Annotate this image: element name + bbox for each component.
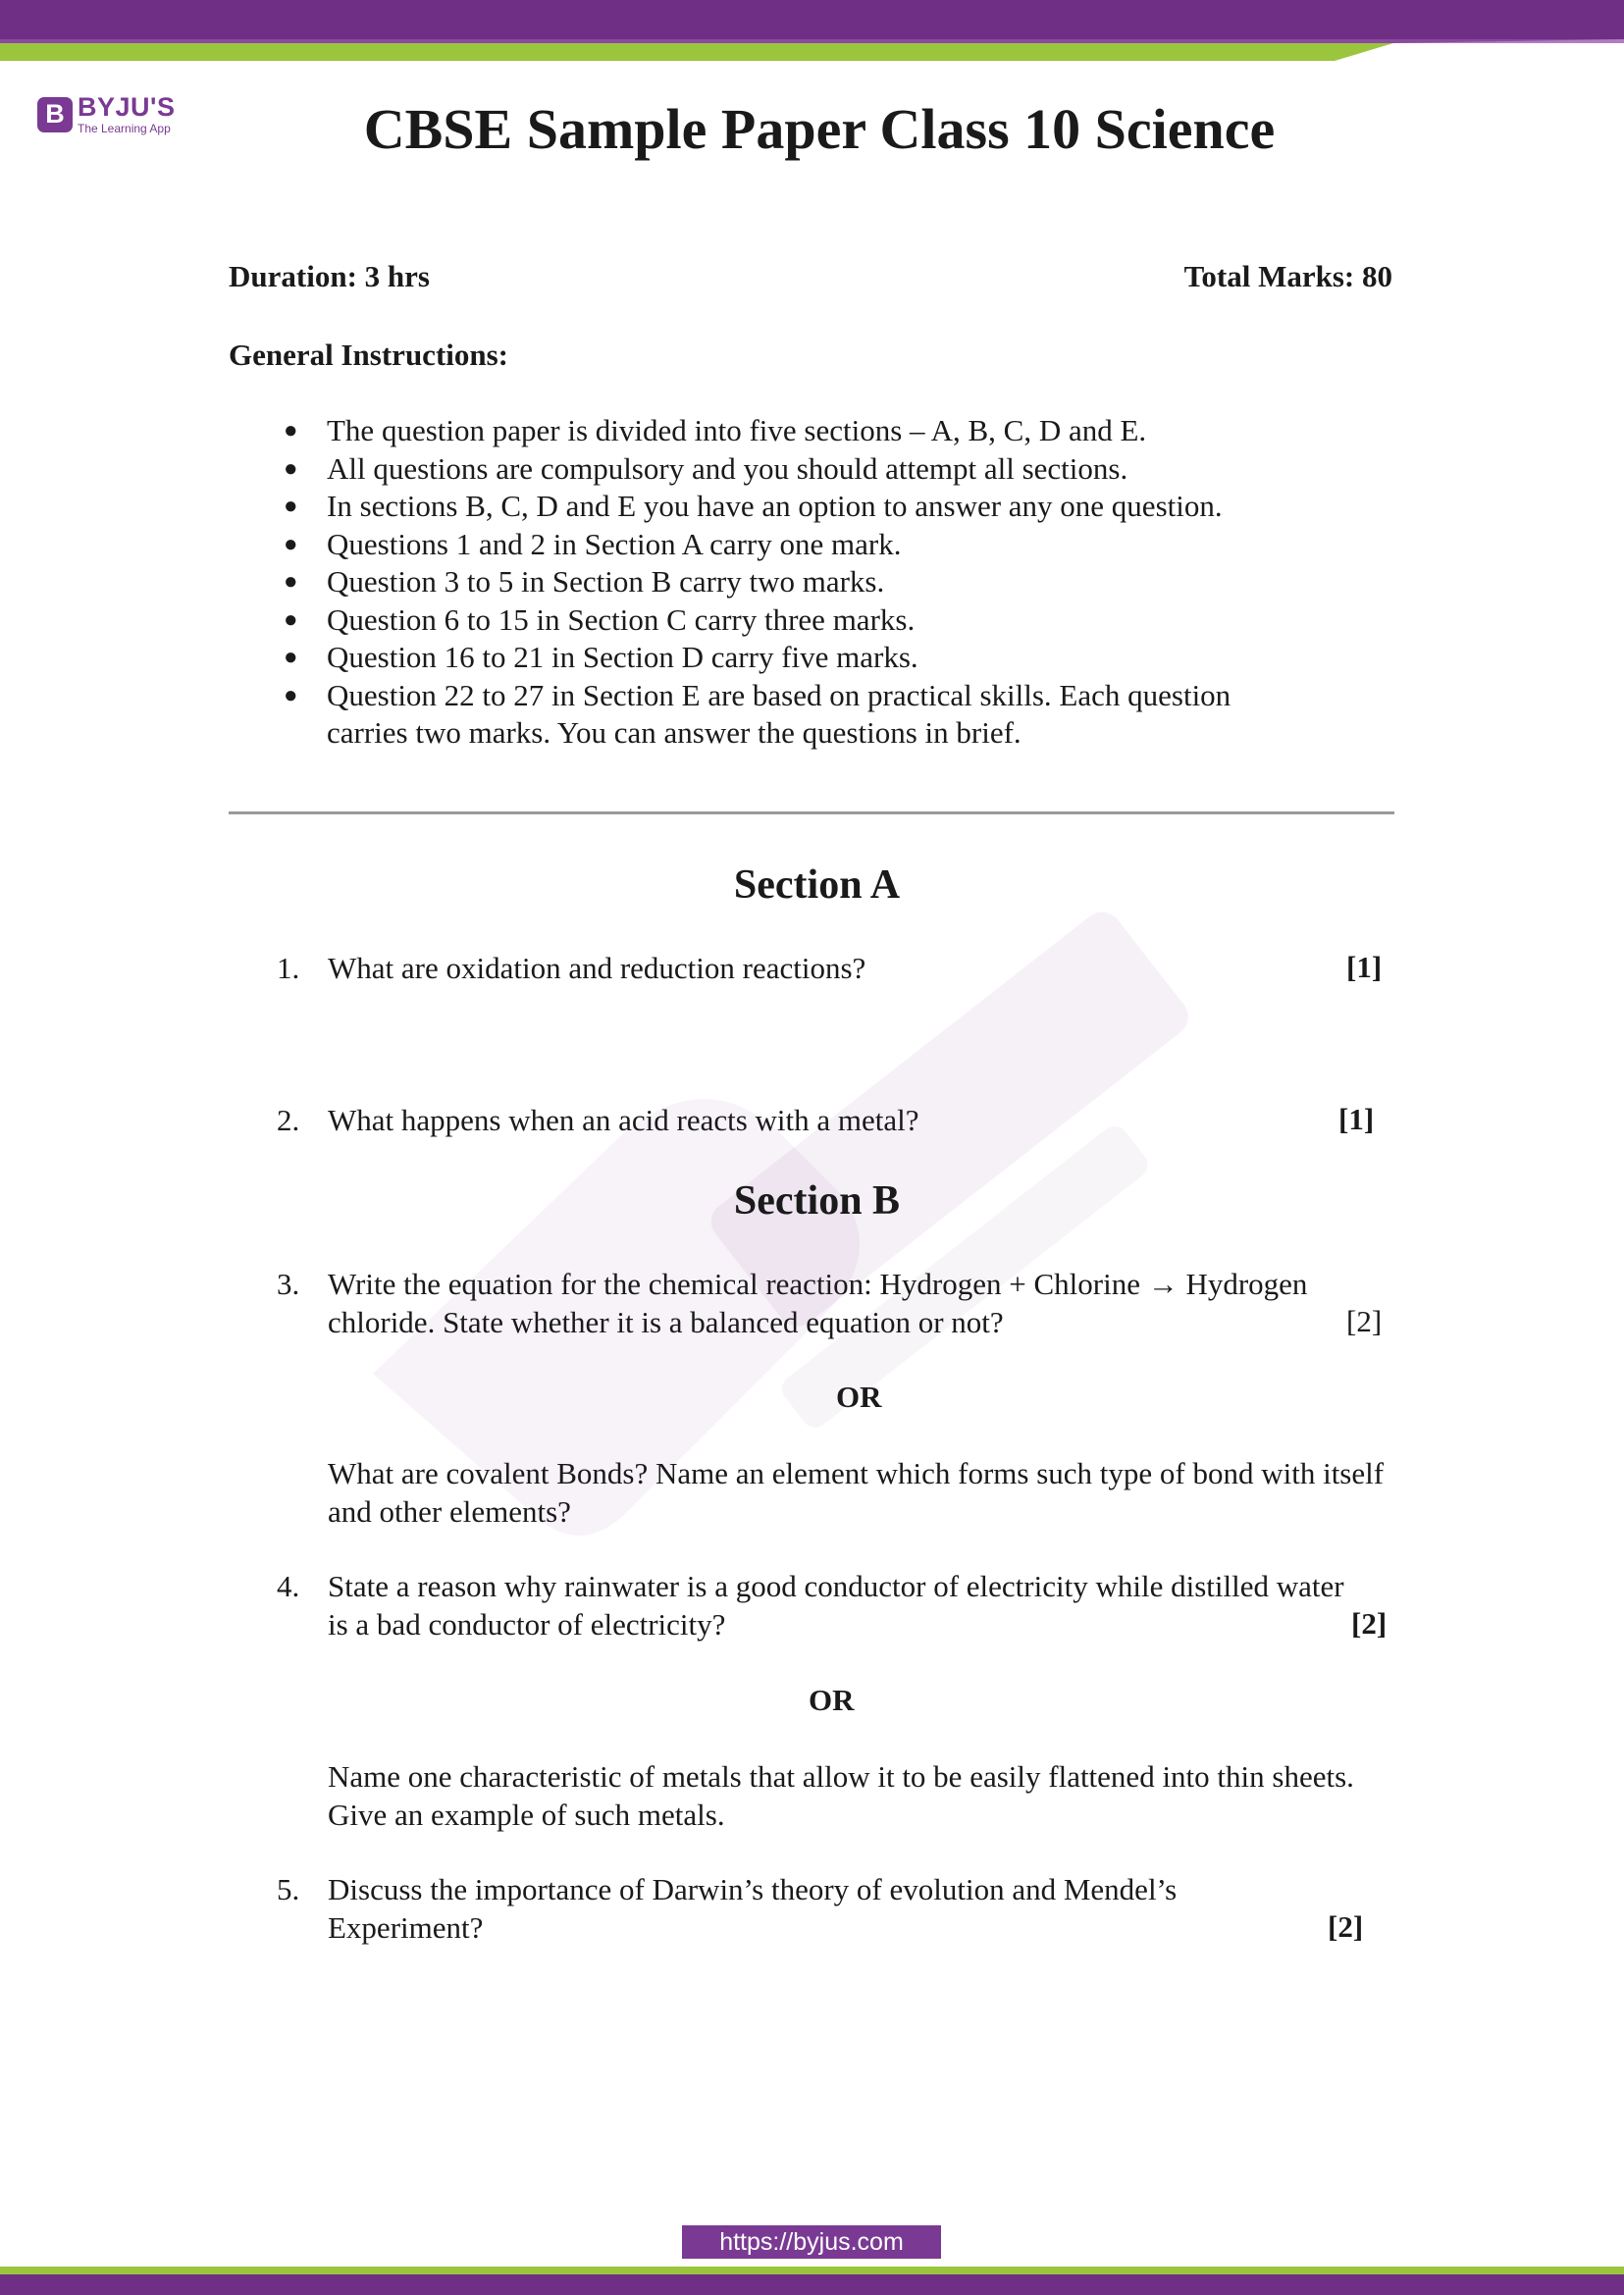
question-text: Discuss the importance of Darwin’s theory of evolution and Mendel’s Experiment? <box>328 1872 1178 1945</box>
question-2-marks: [1] <box>1338 1102 1375 1136</box>
list-item: ● Questions 1 and 2 in Section A carry one mark. <box>0 526 1374 564</box>
question-4-alternative: Name one characteristic of metals that allow it to be easily flattened into thin sheets. Give an example of such metals. <box>328 1759 1354 1832</box>
question-4-marks: [2] <box>1351 1606 1388 1641</box>
footer-url-link[interactable]: https://byjus.com <box>682 2225 941 2259</box>
bullet-icon: ● <box>284 494 298 519</box>
logo-name: BYJU'S <box>78 92 176 122</box>
question-text: What happens when an acid reacts with a metal? <box>328 1103 919 1137</box>
list-item: ● The question paper is divided into five sections – A, B, C, D and E. <box>0 412 1374 450</box>
question-number: 2. <box>277 1103 300 1137</box>
bullet-icon: ● <box>284 455 298 482</box>
logo-tagline: The Learning App <box>78 122 171 135</box>
list-item: ● Question 3 to 5 in Section B carry two marks. <box>0 563 1374 601</box>
top-header-band <box>0 0 1624 65</box>
list-item: ● Question 6 to 15 in Section C carry three marks. <box>0 601 1374 640</box>
bullet-icon: ● <box>284 531 298 557</box>
question-text: State a reason why rainwater is a good conductor of electricity while distilled water is a bad conductor of electricity? <box>328 1569 1344 1642</box>
list-item: ● Question 16 to 21 in Section D carry five marks. <box>0 639 1374 677</box>
question-text: Write the equation for the chemical reaction: Hydrogen + Chlorine → Hydrogen chloride. State whether it is a balanced equation or not? <box>328 1267 1308 1339</box>
question-3-marks: [2] <box>1346 1304 1383 1338</box>
question-text: What are oxidation and reduction reactions? <box>328 951 866 985</box>
bullet-icon: ● <box>284 645 298 670</box>
question-5-marks: [2] <box>1328 1909 1364 1944</box>
total-marks-label: Total Marks: 80 <box>1183 259 1392 293</box>
page-title: CBSE Sample Paper Class 10 Science <box>363 97 1276 161</box>
list-item: ● In sections B, C, D and E you have an option to answer any one question. <box>0 488 1374 526</box>
bullet-icon: ● <box>284 569 298 595</box>
logo-badge-icon: B <box>37 97 73 132</box>
bullet-icon: ● <box>284 682 298 708</box>
instructions-list <box>0 412 1374 753</box>
bullet-icon: ● <box>284 606 298 633</box>
bullet-icon: ● <box>284 418 298 443</box>
section-divider <box>229 811 1394 814</box>
list-item: ● All questions are compulsory and you should attempt all sections. <box>0 450 1374 489</box>
section-b-title: Section B <box>733 1178 901 1224</box>
question-number: 5. <box>277 1872 300 1906</box>
question-number: 4. <box>277 1569 300 1603</box>
question-number: 1. <box>277 951 300 985</box>
or-separator: OR <box>836 1380 882 1414</box>
bottom-footer-band <box>0 2267 1624 2295</box>
question-number: 3. <box>277 1267 300 1301</box>
list-item: ● Question 22 to 27 in Section E are based on practical skills. Each question carries two marks. You can answer the questions in brief. <box>284 677 1231 750</box>
general-instructions-heading: General Instructions: <box>229 338 509 372</box>
question-3-alternative: What are covalent Bonds? Name an element which forms such type of bond with itself and other elements? <box>328 1456 1385 1529</box>
section-a-title: Section A <box>733 862 901 908</box>
question-1-marks: [1] <box>1346 950 1383 984</box>
or-separator: OR <box>809 1683 855 1717</box>
duration-label: Duration: 3 hrs <box>229 259 430 293</box>
